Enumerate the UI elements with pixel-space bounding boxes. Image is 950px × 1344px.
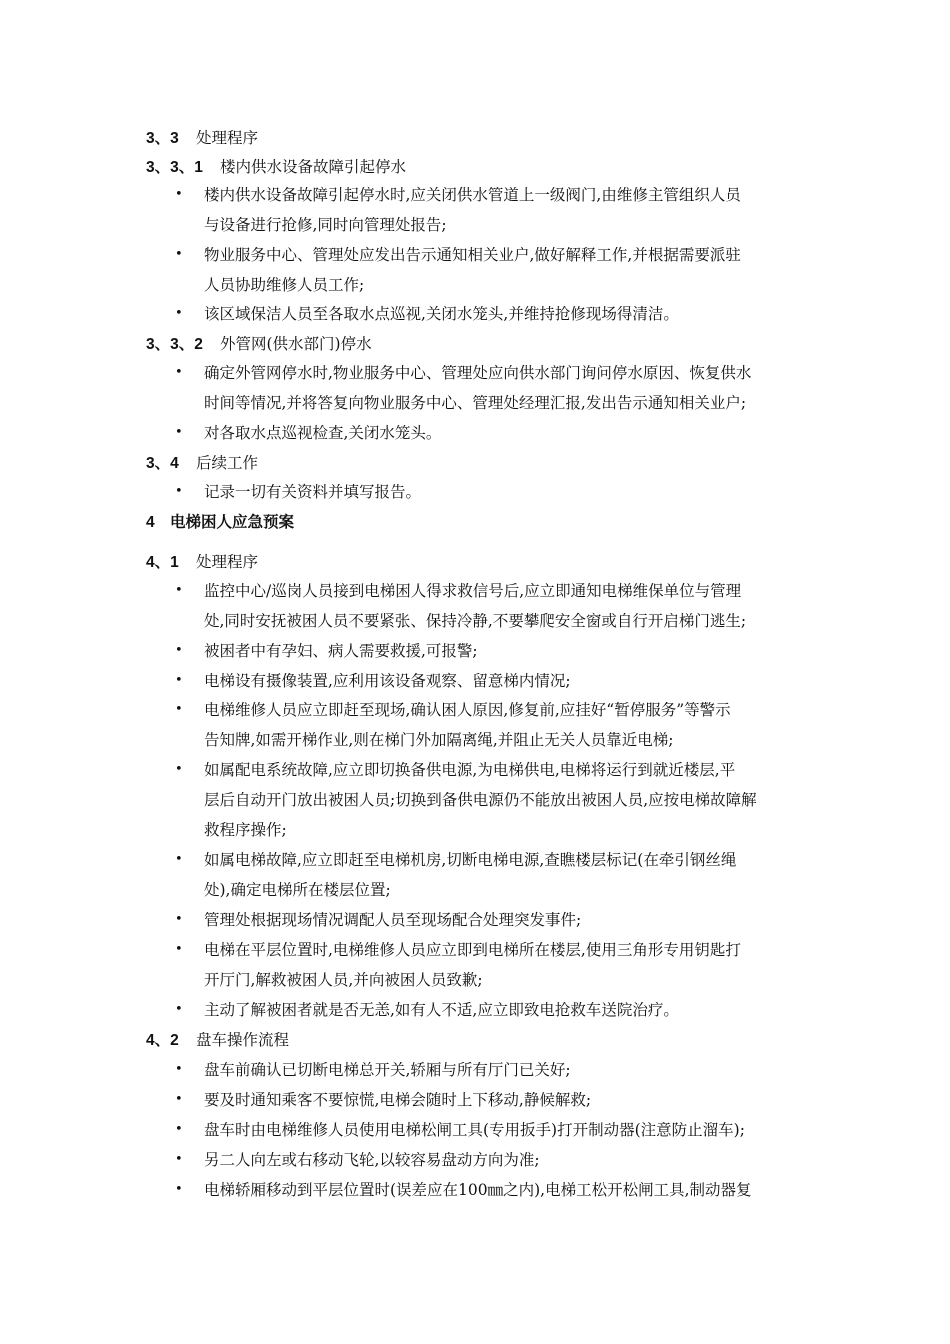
list-item-continued: 人员协助维修人员工作; — [204, 276, 365, 294]
bullet-icon: • — [175, 1092, 183, 1107]
list-item-continued: 时间等情况,并将答复向物业服务中心、管理处经理汇报,发出告示通知相关业户; — [204, 394, 747, 412]
bullet-icon: • — [175, 702, 183, 717]
list-item: 另二人向左或右移动飞轮,以较容易盘动方向为准; — [204, 1151, 540, 1169]
bullet-icon: • — [175, 425, 183, 440]
bullet-icon: • — [175, 583, 183, 598]
bullet-icon: • — [175, 1002, 183, 1017]
list-item: 记录一切有关资料并填写报告。 — [204, 483, 422, 501]
list-item: 电梯维修人员应立即赶至现场,确认困人原因,修复前,应挂好“暂停服务”等警示 — [204, 701, 731, 719]
bullet-icon: • — [175, 1122, 183, 1137]
bullet-icon: • — [175, 912, 183, 927]
list-item-continued: 开厅门,解救被困人员,并向被困人员致歉; — [204, 971, 483, 989]
bullet-icon: • — [175, 306, 183, 321]
heading-4-2: 4、2 盘车操作流程 — [146, 1031, 290, 1049]
bullet-icon: • — [175, 365, 183, 380]
list-item: 电梯设有摄像装置,应利用该设备观察、留意梯内情况; — [204, 672, 571, 690]
bullet-icon: • — [175, 852, 183, 867]
heading-3-3-1: 3、3、1 楼内供水设备故障引起停水 — [146, 158, 407, 176]
list-item-continued: 救程序操作; — [204, 821, 287, 839]
list-item: 确定外管网停水时,物业服务中心、管理处应向供水部门询问停水原因、恢复供水 — [204, 364, 752, 382]
bullet-icon: • — [175, 484, 183, 499]
list-item: 物业服务中心、管理处应发出告示通知相关业户,做好解释工作,并根据需要派驻 — [204, 246, 741, 264]
bullet-icon: • — [175, 673, 183, 688]
list-item: 如属配电系统故障,应立即切换备供电源,为电梯供电,电梯将运行到就近楼层,平 — [204, 761, 736, 779]
list-item: 管理处根据现场情况调配人员至现场配合处理突发事件; — [204, 911, 582, 929]
bullet-icon: • — [175, 1182, 183, 1197]
list-item: 盘车时由电梯维修人员使用电梯松闸工具(专用扳手)打开制动器(注意防止溜车); — [204, 1121, 745, 1139]
bullet-icon: • — [175, 247, 183, 262]
list-item-continued: 层后自动开门放出被困人员;切换到备供电源仍不能放出被困人员,应按电梯故障解 — [204, 791, 757, 809]
heading-3-3: 3、3 处理程序 — [146, 129, 259, 147]
bullet-icon: • — [175, 1062, 183, 1077]
list-item-continued: 处,同时安抚被困人员不要紧张、保持冷静,不要攀爬安全窗或自行开启梯门逃生; — [204, 612, 747, 630]
list-item: 盘车前确认已切断电梯总开关,轿厢与所有厅门已关好; — [204, 1061, 571, 1079]
bullet-icon: • — [175, 942, 183, 957]
list-item: 电梯在平层位置时,电梯维修人员应立即到电梯所在楼层,使用三角形专用钥匙打 — [204, 941, 741, 959]
list-item: 对各取水点巡视检查,关闭水笼头。 — [204, 424, 442, 442]
list-item-continued: 处),确定电梯所在楼层位置; — [204, 881, 391, 899]
heading-4: 4 电梯困人应急预案 — [146, 513, 295, 531]
list-item: 被困者中有孕妇、病人需要救援,可报警; — [204, 642, 478, 660]
heading-4-1: 4、1 处理程序 — [146, 553, 259, 571]
bullet-icon: • — [175, 187, 183, 202]
heading-3-3-2: 3、3、2 外管网(供水部门)停水 — [146, 335, 372, 353]
bullet-icon: • — [175, 762, 183, 777]
heading-3-4: 3、4 后续工作 — [146, 454, 259, 472]
list-item: 楼内供水设备故障引起停水时,应关闭供水管道上一级阀门,由维修主管组织人员 — [204, 186, 741, 204]
list-item: 该区域保洁人员至各取水点巡视,关闭水笼头,并维持抢修现场得清洁。 — [204, 305, 679, 323]
list-item: 监控中心/巡岗人员接到电梯困人得求救信号后,应立即通知电梯维保单位与管理 — [204, 582, 742, 600]
list-item-continued: 与设备进行抢修,同时向管理处报告; — [204, 216, 447, 234]
list-item-continued: 告知牌,如需开梯作业,则在梯门外加隔离绳,并阻止无关人员靠近电梯; — [204, 731, 674, 749]
list-item: 如属电梯故障,应立即赶至电梯机房,切断电梯电源,查瞧楼层标记(在牵引钢丝绳 — [204, 851, 737, 869]
list-item: 主动了解被困者就是否无恙,如有人不适,应立即致电抢救车送院治疗。 — [204, 1001, 679, 1019]
bullet-icon: • — [175, 643, 183, 658]
bullet-icon: • — [175, 1152, 183, 1167]
list-item: 要及时通知乘客不要惊慌,电梯会随时上下移动,静候解救; — [204, 1091, 592, 1109]
list-item: 电梯轿厢移动到平层位置时(误差应在100㎜之内),电梯工松开松闸工具,制动器复 — [204, 1181, 752, 1199]
